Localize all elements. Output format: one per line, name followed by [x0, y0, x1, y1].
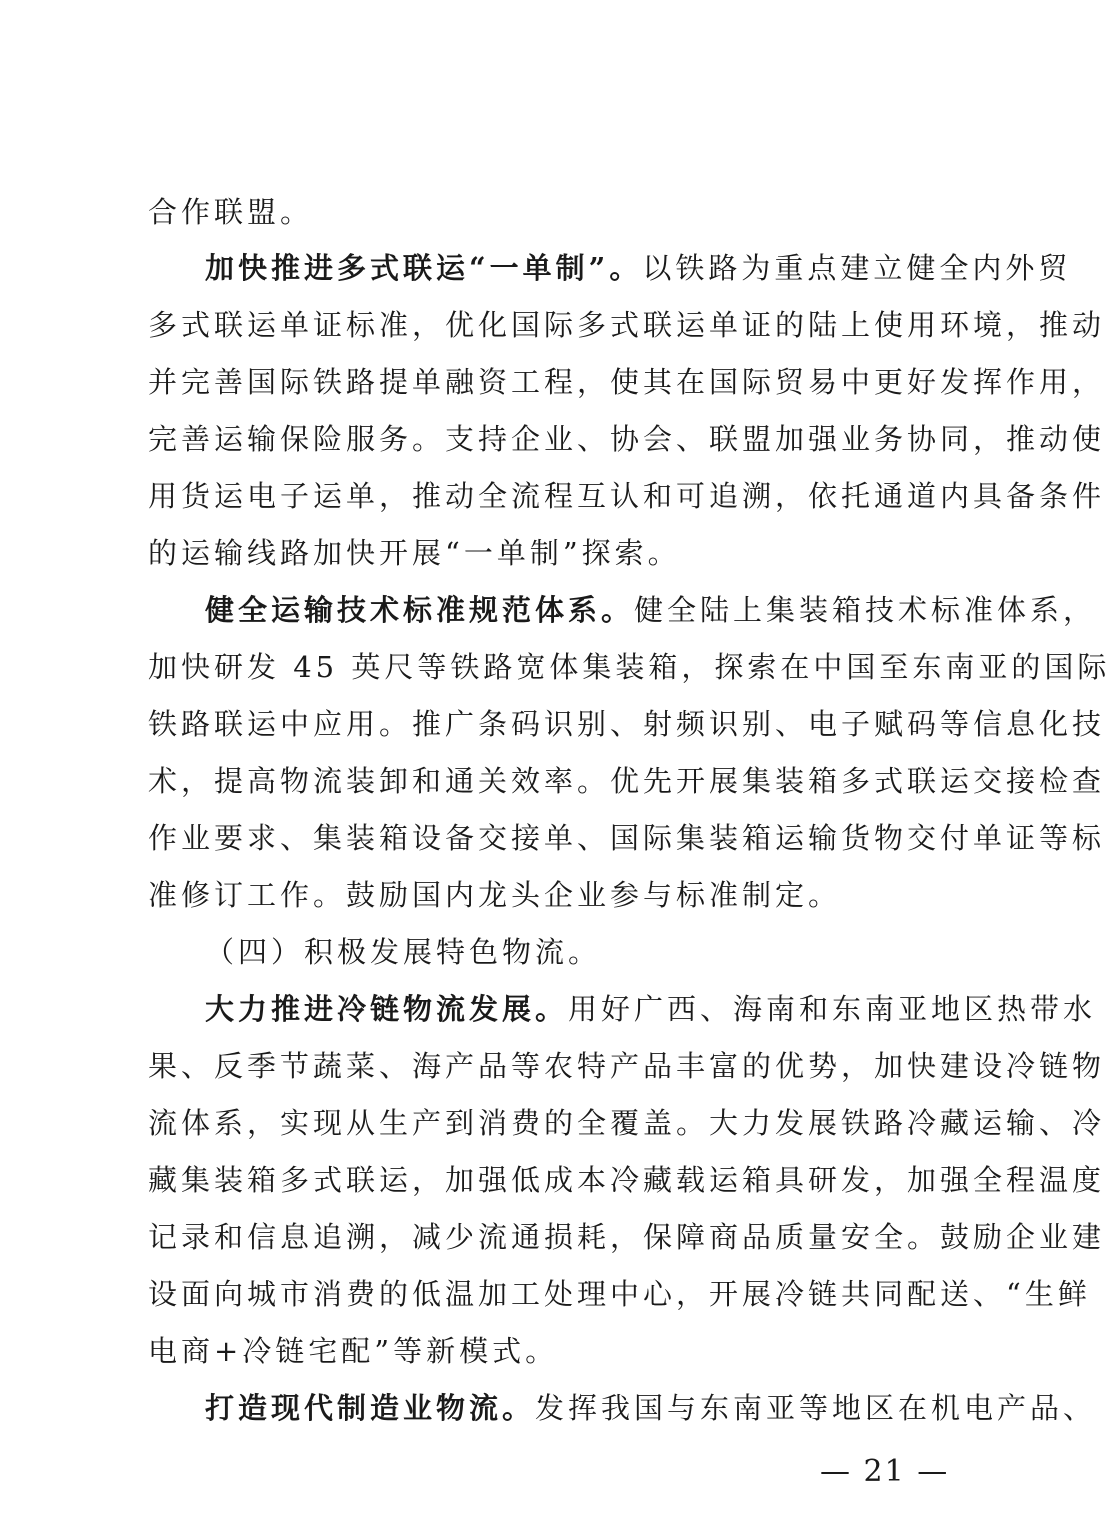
body-line: 藏集装箱多式联运，加强低成本冷藏载运箱具研发，加强全程温度	[148, 1163, 1106, 1197]
body-line: 果、反季节蔬菜、海产品等农特产品丰富的优势，加快建设冷链物	[148, 1049, 1106, 1083]
body-text: 健全陆上集装箱技术标准体系，	[634, 593, 1097, 627]
body-line: 用货运电子运单，推动全流程互认和可追溯，依托通道内具备条件	[148, 479, 1106, 513]
paragraph-first-line	[205, 989, 1097, 1029]
body-line: 加快研发 45 英尺等铁路宽体集装箱，探索在中国至东南亚的国际	[148, 650, 1110, 684]
paragraph-first-line	[205, 590, 1097, 630]
body-line: 流体系，实现从生产到消费的全覆盖。大力发展铁路冷藏运输、冷	[148, 1106, 1106, 1140]
paragraph-first-line	[205, 1388, 1097, 1428]
section-heading: 健全运输技术标准规范体系。	[205, 593, 635, 627]
section-heading: 打造现代制造业物流。	[205, 1391, 536, 1425]
body-line: 电商+冷链宅配”等新模式。	[148, 1334, 559, 1368]
section-heading: 加快推进多式联运“一单制”。	[205, 251, 643, 285]
body-text: 以铁路为重点建立健全内外贸	[642, 251, 1072, 285]
body-line: 作业要求、集装箱设备交接单、国际集装箱运输货物交付单证等标	[148, 821, 1106, 855]
paragraph-first-line	[205, 248, 1072, 288]
body-line: 设面向城市消费的低温加工处理中心，开展冷链共同配送、“生鲜	[148, 1277, 1091, 1311]
body-text: 发挥我国与东南亚等地区在机电产品、	[535, 1391, 1097, 1425]
subsection-heading: （四）积极发展特色物流。	[205, 935, 602, 969]
section-heading: 大力推进冷链物流发展。	[205, 992, 569, 1026]
body-line: 合作联盟。	[148, 195, 314, 229]
body-line: 完善运输保险服务。支持企业、协会、联盟加强业务协同，推动使	[148, 422, 1106, 456]
body-line: 的运输线路加快开展“一单制”探索。	[148, 536, 681, 570]
body-line: 并完善国际铁路提单融资工程，使其在国际贸易中更好发挥作用，	[148, 365, 1106, 399]
body-line: 多式联运单证标准，优化国际多式联运单证的陆上使用环境，推动	[148, 308, 1106, 342]
body-text: 用好广西、海南和东南亚地区热带水	[568, 992, 1097, 1026]
body-line: 记录和信息追溯，减少流通损耗，保障商品质量安全。鼓励企业建	[148, 1220, 1106, 1254]
body-line: 术，提高物流装卸和通关效率。优先开展集装箱多式联运交接检查	[148, 764, 1106, 798]
body-line: 准修订工作。鼓励国内龙头企业参与标准制定。	[148, 878, 842, 912]
body-line: 铁路联运中应用。推广条码识别、射频识别、电子赋码等信息化技	[148, 707, 1106, 741]
page-number: — 21 —	[820, 1454, 950, 1489]
